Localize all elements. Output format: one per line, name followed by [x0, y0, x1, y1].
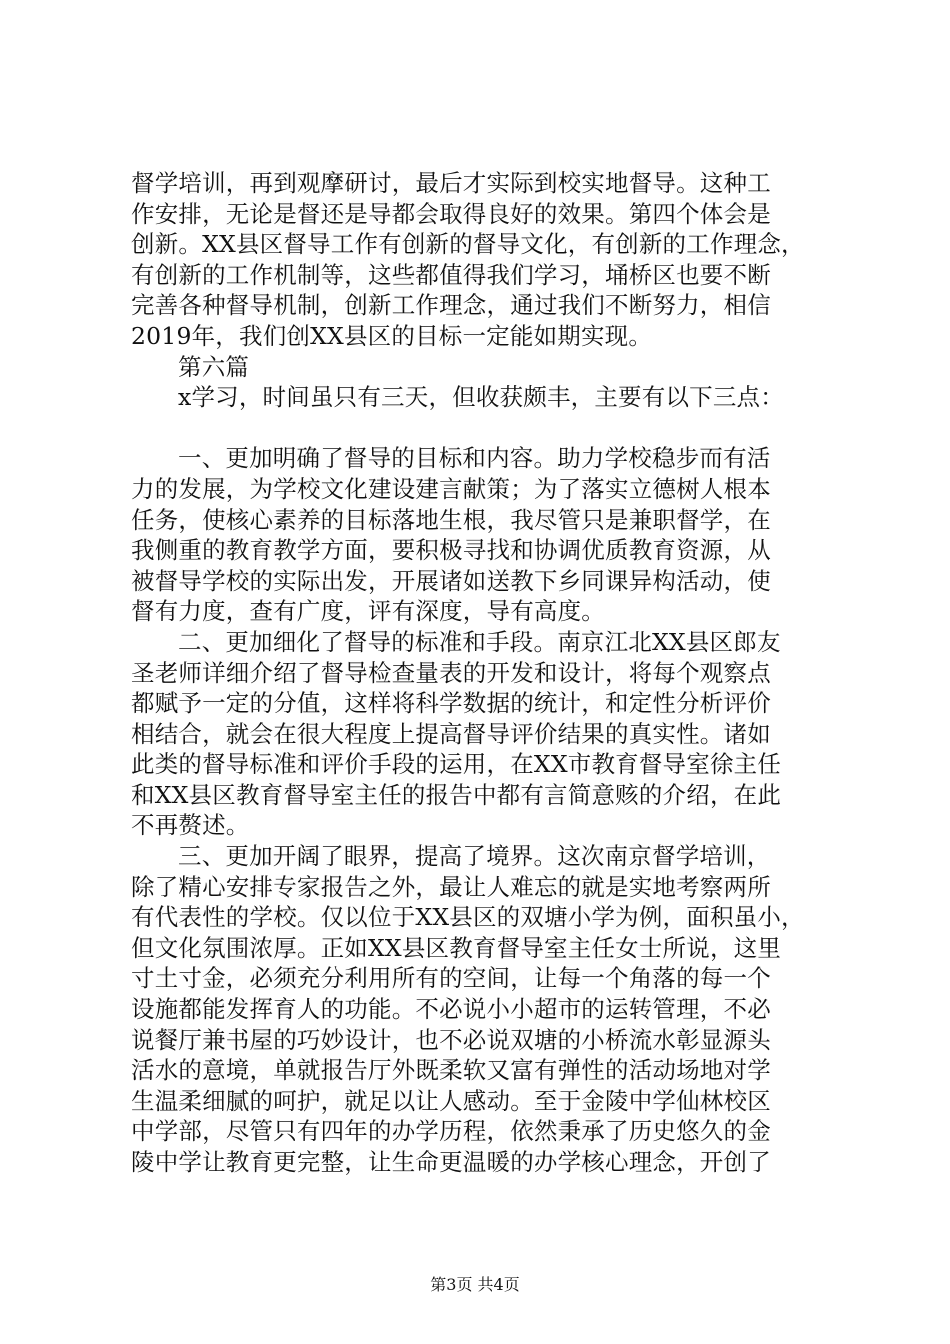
- text-line: 有代表性的学校。仅以位于XX县区的双塘小学为例，面积虽小，: [131, 903, 805, 932]
- text-line: 陵中学让教育更完整，让生命更温暖的办学核心理念，开创了: [131, 1148, 771, 1176]
- text-line: 说餐厅兼书屋的巧妙设计，也不必说双塘的小桥流水彰显源头: [131, 1025, 771, 1054]
- text-line: 完善各种督导机制，创新工作理念，通过我们不断努力，相信: [131, 291, 771, 320]
- text-line: 2019年，我们创XX县区的目标一定能如期实现。: [131, 321, 653, 350]
- text-line: 但文化氛围浓厚。正如XX县区教育督导室主任女士所说，这里: [131, 933, 782, 962]
- text-line: 第六篇: [178, 352, 250, 381]
- text-line: 任务，使核心素养的目标落地生根，我尽管只是兼职督学，在: [131, 505, 771, 534]
- text-line: 都赋予一定的分值，这样将科学数据的统计，和定性分析评价: [131, 689, 771, 718]
- text-line: 不再赘述。: [131, 811, 250, 840]
- page-footer: 第3页 共4页: [430, 1275, 520, 1294]
- blank-line: [131, 413, 831, 444]
- text-line: 中学部，尽管只有四年的办学历程，依然秉承了历史悠久的金: [131, 1117, 771, 1146]
- text-line: 三、更加开阔了眼界，提高了境界。这次南京督学培训，: [178, 842, 771, 871]
- text-line: 寸土寸金，必须充分利用所有的空间，让每一个角落的每一个: [131, 964, 771, 993]
- text-line: 生温柔细腻的呵护，就足以让人感动。至于金陵中学仙林校区: [131, 1086, 771, 1115]
- text-line: 圣老师详细介绍了督导检查量表的开发和设计，将每个观察点: [131, 658, 771, 687]
- text-line: 设施都能发挥育人的功能。不必说小小超市的运转管理，不必: [131, 995, 771, 1024]
- text-line: x学习，时间虽只有三天，但收获颇丰，主要有以下三点：: [178, 383, 784, 412]
- text-line: 督有力度，查有广度，评有深度，导有高度。: [131, 597, 605, 626]
- text-line: 创新。XX县区督导工作有创新的督导文化，有创新的工作理念，: [131, 230, 805, 259]
- text-line: 和XX县区教育督导室主任的报告中都有言简意赅的介绍，在此: [131, 780, 782, 809]
- text-line: 活水的意境，单就报告厅外既柔软又富有弹性的活动场地对学: [131, 1056, 771, 1085]
- body-text: [131, 168, 831, 1178]
- text-line: 力的发展，为学校文化建设建言献策；为了落实立德树人根本: [131, 474, 771, 503]
- text-line: 此类的督导标准和评价手段的运用，在XX市教育督导室徐主任: [131, 750, 782, 779]
- text-line: 二、更加细化了督导的标准和手段。南京江北XX县区郎友: [178, 627, 781, 656]
- text-line: 督学培训，再到观摩研讨，最后才实际到校实地督导。这种工: [131, 169, 771, 197]
- text-line: 除了精心安排专家报告之外，最让人难忘的就是实地考察两所: [131, 872, 771, 901]
- text-line: 被督导学校的实际出发，开展诸如送教下乡同课异构活动，使: [131, 566, 771, 595]
- text-line: 一、更加明确了督导的目标和内容。助力学校稳步而有活: [178, 444, 771, 473]
- text-line: 有创新的工作机制等，这些都值得我们学习，埇桥区也要不断: [131, 260, 771, 289]
- text-line: 相结合，就会在很大程度上提高督导评价结果的真实性。诸如: [131, 719, 771, 748]
- text-line: 我侧重的教育教学方面，要积极寻找和协调优质教育资源，从: [131, 536, 771, 565]
- text-line: 作安排，无论是督还是导都会取得良好的效果。第四个体会是: [131, 199, 771, 228]
